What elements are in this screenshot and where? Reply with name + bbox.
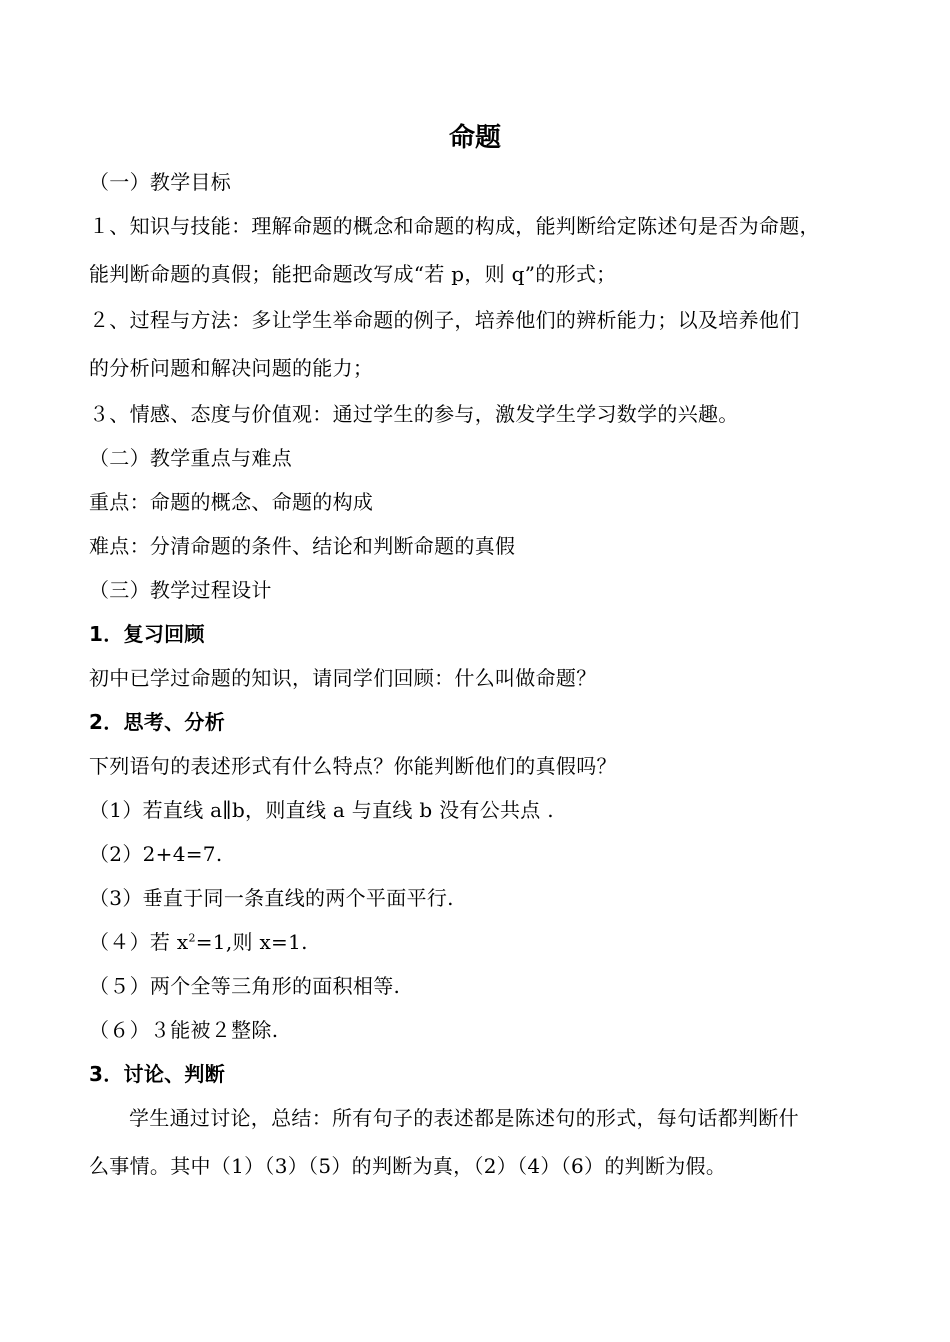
subheading-discuss-judge: 3．讨论、判断 — [89, 1062, 226, 1086]
difficulty-line: 难点：分清命题的条件、结论和判断命题的真假 — [89, 534, 516, 558]
objective-knowledge-line-1: １、知识与技能：理解命题的概念和命题的构成，能判断给定陈述句是否为命题， — [89, 214, 820, 238]
subheading-review: 1．复习回顾 — [89, 622, 205, 646]
example-4-exponent: 2 — [188, 931, 196, 945]
discuss-text-line-2: 么事情。其中（1）（3）（5）的判断为真，（2）（4）（6）的判断为假。 — [89, 1154, 727, 1178]
example-2: （2）2+4=7. — [89, 842, 223, 866]
example-6: （６）３能被２整除. — [89, 1018, 279, 1042]
section-heading-process: （三）教学过程设计 — [89, 578, 272, 602]
section-heading-key-points: （二）教学重点与难点 — [89, 446, 292, 470]
example-5: （５）两个全等三角形的面积相等. — [89, 974, 401, 998]
think-analyze-text: 下列语句的表述形式有什么特点？你能判断他们的真假吗？ — [89, 754, 617, 778]
example-1: （1）若直线 a∥b，则直线 a 与直线 b 没有公共点 . — [89, 798, 554, 822]
objective-emotion-line: ３、情感、态度与价值观：通过学生的参与，激发学生学习数学的兴趣。 — [89, 402, 739, 426]
section-heading-objectives: （一）教学目标 — [89, 170, 232, 194]
example-3: （3）垂直于同一条直线的两个平面平行. — [89, 886, 454, 910]
page-title: 命题 — [448, 123, 501, 153]
subheading-think-analyze: 2．思考、分析 — [89, 710, 226, 734]
key-point-line: 重点：命题的概念、命题的构成 — [89, 490, 374, 514]
example-4-prefix: （４）若 x — [89, 930, 189, 954]
review-text: 初中已学过命题的知识，请同学们回顾：什么叫做命题？ — [89, 666, 597, 690]
example-4 — [89, 930, 879, 954]
objective-process-line-2: 的分析问题和解决问题的能力； — [89, 356, 374, 380]
objective-knowledge-line-2: 能判断命题的真假；能把命题改写成“若 p，则 q”的形式； — [89, 262, 617, 286]
example-4-suffix: =1,则 x=1. — [195, 930, 308, 954]
discuss-text-line-1: 学生通过讨论，总结：所有句子的表述都是陈述句的形式，每句话都判断什 — [129, 1106, 799, 1130]
objective-process-line-1: ２、过程与方法：多让学生举命题的例子，培养他们的辨析能力；以及培养他们 — [89, 308, 800, 332]
